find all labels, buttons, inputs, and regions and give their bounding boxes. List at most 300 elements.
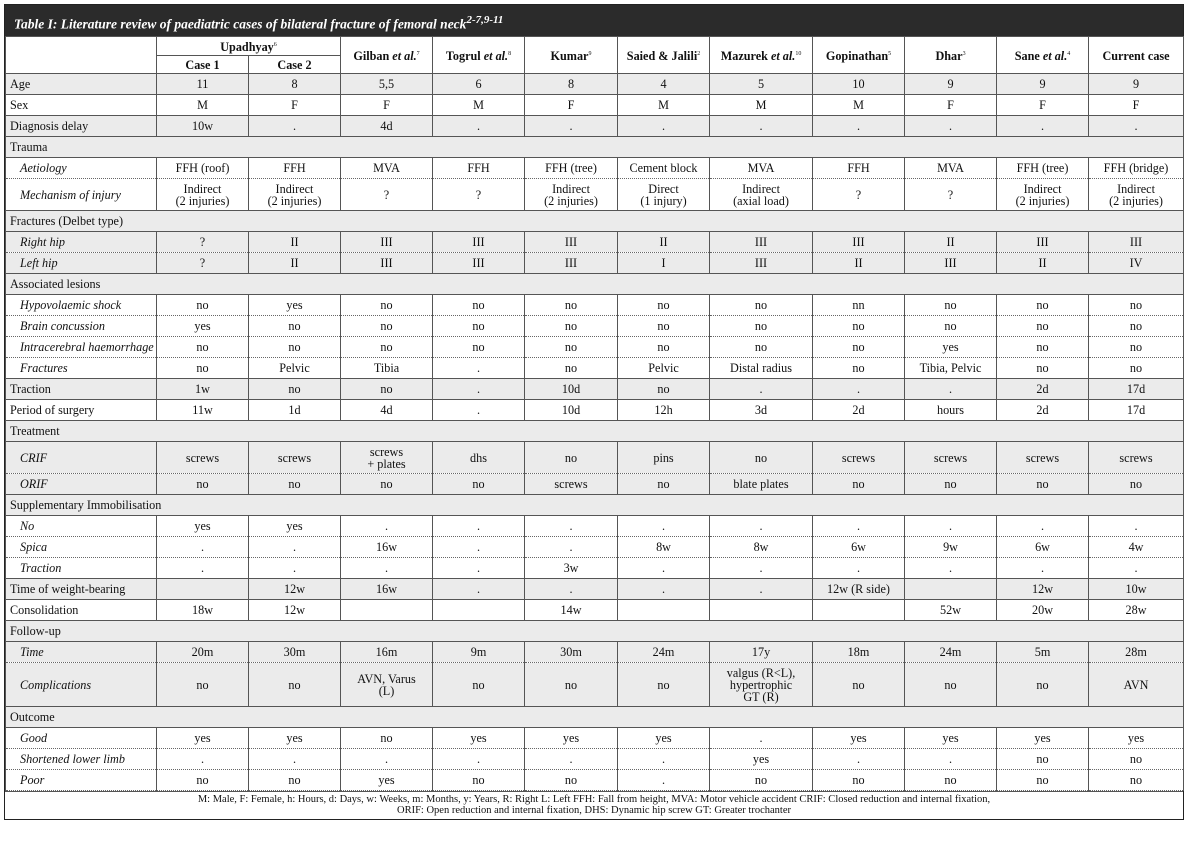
table-cell: 9 — [905, 74, 997, 95]
table-cell: no — [157, 770, 249, 791]
table-cell: 2d — [997, 379, 1089, 400]
table-cell: dhs — [433, 442, 525, 474]
header-col-ref: 3 — [962, 50, 966, 57]
table-cell: no — [249, 770, 341, 791]
header-row-top — [6, 37, 1184, 56]
section-label: Treatment — [6, 421, 1184, 442]
header-corner — [6, 37, 157, 74]
table-cell: III — [341, 253, 433, 274]
table-cell: 17d — [1089, 400, 1184, 421]
table-cell: no — [997, 295, 1089, 316]
header-upadhyay-name: Upadhyay — [220, 40, 274, 55]
table-cell: no — [157, 295, 249, 316]
table-cell: 6w — [813, 537, 905, 558]
table-cell: 10d — [525, 379, 618, 400]
table-cell: yes — [905, 337, 997, 358]
table-row — [6, 158, 1184, 179]
table-title-text: Table I: Literature review of paediatric cases of bilateral fracture of femoral neck — [14, 16, 467, 32]
table-cell: no — [157, 474, 249, 495]
table-cell: M — [157, 95, 249, 116]
table-cell: ? — [157, 253, 249, 274]
table-cell: 10w — [157, 116, 249, 137]
table-cell: . — [997, 116, 1089, 137]
cell-line: screws — [369, 444, 404, 459]
row-label: Fractures — [6, 358, 157, 379]
table-cell: 24m — [905, 642, 997, 663]
cell-line: Indirect — [275, 181, 314, 196]
table-cell: ? — [905, 179, 997, 211]
table-cell: 4d — [341, 116, 433, 137]
table-cell: . — [433, 379, 525, 400]
table-cell: 2d — [813, 400, 905, 421]
table-cell — [618, 600, 710, 621]
table-cell: 18m — [813, 642, 905, 663]
row-label: Spica — [6, 537, 157, 558]
table-cell: no — [997, 316, 1089, 337]
table-cell: 14w — [525, 600, 618, 621]
table-cell: 12w — [997, 579, 1089, 600]
table-cell: 12w (R side) — [813, 579, 905, 600]
table-cell: 12w — [249, 579, 341, 600]
table-cell: no — [997, 337, 1089, 358]
table-cell: III — [710, 232, 813, 253]
table-cell: no — [905, 474, 997, 495]
table-cell: MVA — [341, 158, 433, 179]
table-cell: 8w — [710, 537, 813, 558]
table-cell: no — [525, 337, 618, 358]
table-cell: 4w — [1089, 537, 1184, 558]
table-cell: yes — [249, 728, 341, 749]
table-cell: 3w — [525, 558, 618, 579]
cell-line: Indirect — [183, 181, 222, 196]
table-cell — [710, 600, 813, 621]
row-label: Poor — [6, 770, 157, 791]
table-cell: . — [433, 579, 525, 600]
table-cell: 30m — [525, 642, 618, 663]
row-label: Intracerebral haemorrhage — [6, 337, 157, 358]
cell-line: (2 injuries) — [1015, 193, 1070, 208]
header-col-ref: 9 — [588, 50, 592, 57]
table-row — [6, 621, 1184, 642]
table-cell: . — [433, 358, 525, 379]
table-cell: 5,5 — [341, 74, 433, 95]
header-col — [997, 37, 1089, 74]
table-cell: no — [997, 358, 1089, 379]
table-cell: . — [157, 749, 249, 770]
table-cell: . — [905, 558, 997, 579]
table-cell: 16w — [341, 537, 433, 558]
table-cell: III — [1089, 232, 1184, 253]
table-cell: no — [341, 295, 433, 316]
table-cell: . — [341, 516, 433, 537]
table-cell: 28w — [1089, 600, 1184, 621]
table-cell: III — [433, 232, 525, 253]
table-cell: no — [249, 379, 341, 400]
table-cell: Distal radius — [710, 358, 813, 379]
table-cell — [813, 600, 905, 621]
table-row — [6, 379, 1184, 400]
table-cell: . — [249, 558, 341, 579]
table-cell: 8w — [618, 537, 710, 558]
table-cell: . — [618, 516, 710, 537]
table-row — [6, 495, 1184, 516]
table-row — [6, 642, 1184, 663]
cell-line: Direct — [648, 181, 679, 196]
table-cell: . — [525, 116, 618, 137]
row-label: Time — [6, 642, 157, 663]
header-col-name: Current case — [1102, 49, 1170, 64]
header-col-name: Togrul — [445, 49, 481, 64]
table-cell: 9m — [433, 642, 525, 663]
table-row — [6, 253, 1184, 274]
table-cell: no — [618, 663, 710, 707]
table-row — [6, 749, 1184, 770]
table-cell: FFH (roof) — [157, 158, 249, 179]
table-cell: AVN — [1089, 663, 1184, 707]
table-cell: 5m — [997, 642, 1089, 663]
table-row — [6, 770, 1184, 791]
table-cell: . — [905, 516, 997, 537]
row-label: Age — [6, 74, 157, 95]
row-label: Right hip — [6, 232, 157, 253]
header-col-name: Gopinathan — [825, 49, 889, 64]
table-cell: no — [525, 358, 618, 379]
table-cell: . — [813, 116, 905, 137]
header-col — [1089, 37, 1184, 74]
table-cell: screws — [905, 442, 997, 474]
table-cell — [618, 179, 710, 211]
header-col-etal: et al. — [1039, 49, 1068, 64]
table-cell: 9w — [905, 537, 997, 558]
cell-line: (2 injuries) — [1109, 193, 1163, 208]
table-cell: F — [997, 95, 1089, 116]
table-cell: III — [525, 253, 618, 274]
table-cell — [905, 579, 997, 600]
row-label: Aetiology — [6, 158, 157, 179]
table-row — [6, 232, 1184, 253]
table-cell: IV — [1089, 253, 1184, 274]
table-cell: . — [997, 558, 1089, 579]
table-cell: III — [813, 232, 905, 253]
table-cell: . — [813, 558, 905, 579]
table-row — [6, 537, 1184, 558]
table-cell: . — [1089, 516, 1184, 537]
table-cell: . — [157, 537, 249, 558]
footnote-line: ORIF: Open reduction and internal fixation, DHS: Dynamic hip screw GT: Greater trochanter — [397, 805, 791, 816]
table-row — [6, 558, 1184, 579]
header-col-name: Sane — [1014, 49, 1040, 64]
table-cell: 17d — [1089, 379, 1184, 400]
table-cell — [997, 179, 1089, 211]
table-cell: 1d — [249, 400, 341, 421]
table-cell: . — [710, 579, 813, 600]
table-cell: no — [249, 316, 341, 337]
table-cell: . — [341, 749, 433, 770]
table-cell: no — [525, 770, 618, 791]
table-cell: II — [997, 253, 1089, 274]
row-label: Traction — [6, 379, 157, 400]
table-cell: nn — [813, 295, 905, 316]
table-cell — [341, 663, 433, 707]
table-row — [6, 663, 1184, 707]
table-cell: 11 — [157, 74, 249, 95]
header-col-etal: et al. — [767, 49, 796, 64]
table-cell: 9 — [997, 74, 1089, 95]
header-col-ref: 10 — [795, 50, 802, 57]
cell-line: AVN, Varus — [357, 671, 416, 686]
table-cell: no — [433, 295, 525, 316]
header-col-ref: 4 — [1067, 50, 1071, 57]
header-col — [618, 37, 710, 74]
table-cell: Pelvic — [618, 358, 710, 379]
table-row — [6, 95, 1184, 116]
table-cell: yes — [249, 295, 341, 316]
table-cell: Pelvic — [249, 358, 341, 379]
table-cell: 5 — [710, 74, 813, 95]
table-cell: . — [525, 579, 618, 600]
table-cell: FFH — [249, 158, 341, 179]
table-cell: 20w — [997, 600, 1089, 621]
header-col-name: Gilban — [353, 49, 390, 64]
table-cell: 20m — [157, 642, 249, 663]
table-cell: yes — [813, 728, 905, 749]
table-cell: no — [157, 337, 249, 358]
table-cell: . — [341, 558, 433, 579]
table-cell: M — [813, 95, 905, 116]
table-cell: . — [618, 749, 710, 770]
table-cell: 10d — [525, 400, 618, 421]
table-cell: . — [433, 116, 525, 137]
table-cell: 3d — [710, 400, 813, 421]
table-cell: no — [710, 442, 813, 474]
table-cell: . — [618, 116, 710, 137]
header-col-ref: 7 — [416, 50, 420, 57]
table-cell: . — [710, 558, 813, 579]
header-col-etal: et al. — [480, 49, 509, 64]
section-label: Fractures (Delbet type) — [6, 211, 1184, 232]
row-label: Mechanism of injury — [6, 179, 157, 211]
header-col-name: Kumar — [550, 49, 589, 64]
table-cell: no — [433, 663, 525, 707]
table-cell: ? — [157, 232, 249, 253]
table-cell: no — [710, 295, 813, 316]
table-cell: no — [525, 295, 618, 316]
table-row — [6, 707, 1184, 728]
table-cell: no — [341, 337, 433, 358]
table-cell: screws — [997, 442, 1089, 474]
table-cell: yes — [157, 316, 249, 337]
table-cell: screws — [525, 474, 618, 495]
table-row — [6, 337, 1184, 358]
table-cell: yes — [1089, 728, 1184, 749]
table-row — [6, 74, 1184, 95]
table-cell: F — [525, 95, 618, 116]
table-cell: Tibia — [341, 358, 433, 379]
table-cell: no — [249, 337, 341, 358]
header-col-name: Mazurek — [720, 49, 768, 64]
table-cell: yes — [341, 770, 433, 791]
footnote — [5, 791, 1183, 819]
table-cell — [157, 579, 249, 600]
cell-line: (axial load) — [733, 193, 789, 208]
table-cell: 4 — [618, 74, 710, 95]
table-row — [6, 579, 1184, 600]
table-cell: 16m — [341, 642, 433, 663]
table-cell: . — [525, 749, 618, 770]
table-row — [6, 116, 1184, 137]
table-cell: no — [525, 316, 618, 337]
table-cell: 12w — [249, 600, 341, 621]
table-cell: yes — [618, 728, 710, 749]
table-cell: 10 — [813, 74, 905, 95]
literature-review-table — [4, 4, 1184, 820]
table-row — [6, 442, 1184, 474]
table-cell: . — [433, 400, 525, 421]
row-label: Hypovolaemic shock — [6, 295, 157, 316]
table-cell: III — [433, 253, 525, 274]
row-label: Diagnosis delay — [6, 116, 157, 137]
row-label: Brain concussion — [6, 316, 157, 337]
table-cell: no — [1089, 316, 1184, 337]
table-cell: no — [813, 474, 905, 495]
table-cell: . — [1089, 116, 1184, 137]
row-label: CRIF — [6, 442, 157, 474]
table-row — [6, 358, 1184, 379]
table-cell: II — [905, 232, 997, 253]
header-upadhyay-ref: 6 — [273, 41, 277, 48]
table-cell: . — [905, 749, 997, 770]
table-cell: . — [157, 558, 249, 579]
header-col — [905, 37, 997, 74]
table-cell: no — [1089, 474, 1184, 495]
table-cell: ? — [433, 179, 525, 211]
cell-line: Indirect — [742, 181, 780, 196]
table-cell: no — [905, 663, 997, 707]
table-cell: no — [433, 770, 525, 791]
table-cell: 2d — [997, 400, 1089, 421]
header-col — [710, 37, 813, 74]
table-cell: . — [525, 516, 618, 537]
table-cell: no — [905, 770, 997, 791]
table-cell: no — [997, 770, 1089, 791]
cell-line: Indirect — [1117, 181, 1155, 196]
table-cell: screws — [1089, 442, 1184, 474]
table-cell: no — [905, 295, 997, 316]
header-upadhyay — [157, 37, 341, 56]
table-cell: yes — [433, 728, 525, 749]
table-cell — [341, 600, 433, 621]
table-row — [6, 295, 1184, 316]
table-cell: . — [525, 537, 618, 558]
table-cell: II — [249, 232, 341, 253]
cell-line: (2 injuries) — [544, 193, 598, 208]
row-label: Period of surgery — [6, 400, 157, 421]
table-cell: . — [813, 516, 905, 537]
table-cell: no — [1089, 358, 1184, 379]
table-cell: FFH (tree) — [525, 158, 618, 179]
cell-line: Indirect — [1023, 181, 1062, 196]
table-cell: F — [1089, 95, 1184, 116]
cell-line: (2 injuries) — [175, 193, 230, 208]
table-cell: . — [618, 579, 710, 600]
table-cell: . — [249, 537, 341, 558]
table-cell — [1089, 179, 1184, 211]
table-cell: no — [710, 337, 813, 358]
table-cell: no — [249, 474, 341, 495]
table-cell: III — [341, 232, 433, 253]
table-cell: III — [525, 232, 618, 253]
table-cell: Cement block — [618, 158, 710, 179]
table-cell: blate plates — [710, 474, 813, 495]
table-cell: . — [710, 116, 813, 137]
table-cell: no — [1089, 770, 1184, 791]
table-cell: screws — [157, 442, 249, 474]
table-cell — [710, 663, 813, 707]
table-cell: 52w — [905, 600, 997, 621]
table-cell: 11w — [157, 400, 249, 421]
table-cell: no — [341, 728, 433, 749]
data-table — [5, 36, 1184, 791]
table-row — [6, 400, 1184, 421]
table-cell: . — [710, 379, 813, 400]
table-cell: yes — [905, 728, 997, 749]
table-row — [6, 211, 1184, 232]
table-cell: . — [618, 558, 710, 579]
table-row — [6, 421, 1184, 442]
table-cell: . — [905, 379, 997, 400]
section-label: Outcome — [6, 707, 1184, 728]
table-cell: no — [433, 474, 525, 495]
row-label: Shortened lower limb — [6, 749, 157, 770]
table-cell: . — [813, 749, 905, 770]
table-cell: no — [1089, 749, 1184, 770]
table-cell: . — [433, 558, 525, 579]
table-cell: screws — [813, 442, 905, 474]
section-label: Follow-up — [6, 621, 1184, 642]
table-cell: ? — [813, 179, 905, 211]
cell-line: (1 injury) — [640, 193, 687, 208]
row-label: Consolidation — [6, 600, 157, 621]
table-cell: . — [433, 516, 525, 537]
table-cell: no — [157, 663, 249, 707]
table-row — [6, 316, 1184, 337]
table-cell: II — [618, 232, 710, 253]
table-title — [5, 5, 1183, 36]
row-label: Complications — [6, 663, 157, 707]
header-case1: Case 1 — [157, 56, 249, 74]
table-cell: . — [249, 749, 341, 770]
table-cell: no — [1089, 295, 1184, 316]
table-cell: II — [813, 253, 905, 274]
table-cell: 16w — [341, 579, 433, 600]
table-cell: pins — [618, 442, 710, 474]
table-cell: III — [710, 253, 813, 274]
table-cell: . — [905, 116, 997, 137]
header-col — [525, 37, 618, 74]
table-cell: yes — [997, 728, 1089, 749]
section-label: Supplementary Immobilisation — [6, 495, 1184, 516]
table-cell: . — [710, 516, 813, 537]
table-cell: no — [341, 474, 433, 495]
header-col-ref: 5 — [888, 50, 892, 57]
table-cell: no — [710, 316, 813, 337]
table-cell: F — [249, 95, 341, 116]
table-cell: MVA — [905, 158, 997, 179]
row-label: Good — [6, 728, 157, 749]
table-row — [6, 600, 1184, 621]
table-cell: yes — [157, 728, 249, 749]
row-label: ORIF — [6, 474, 157, 495]
